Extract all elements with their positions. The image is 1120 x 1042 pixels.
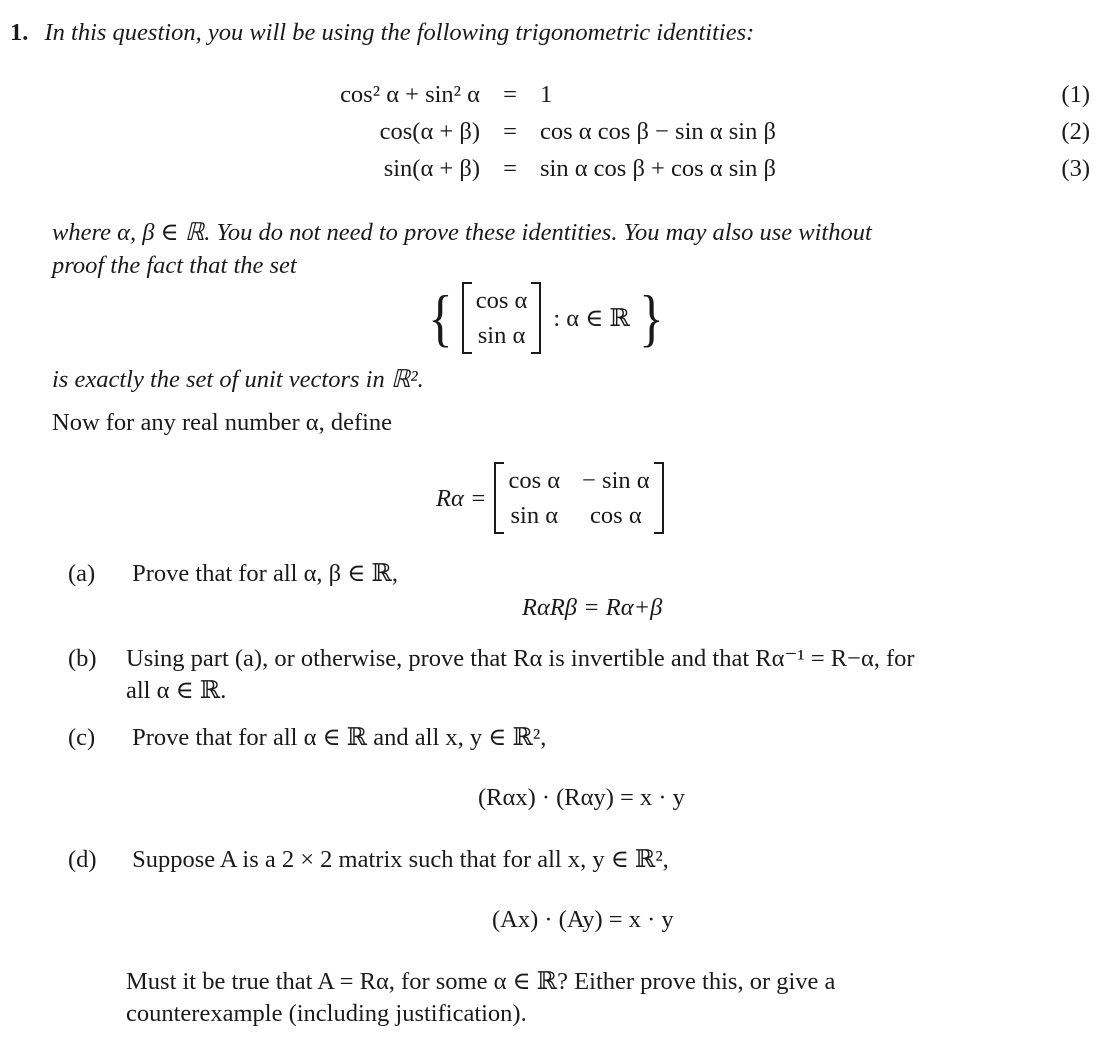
set-vector — [462, 282, 542, 354]
question-header — [10, 16, 754, 49]
part-a-label: (a) — [68, 560, 96, 587]
define-sentence: Now for any real number α, define — [52, 409, 393, 436]
unit-vectors-sentence: is exactly the set of unit vectors in ℝ². — [52, 366, 424, 393]
part-d-line-1: Must it be true that A = Rα, for some α ∈ ℝ? Either prove this, or give a — [126, 968, 836, 995]
rotation-lhs: Rα = — [436, 484, 487, 512]
rotation-m12: − sin α — [582, 467, 650, 494]
rotation-right-bracket — [654, 462, 664, 534]
identities-block — [290, 78, 1090, 185]
part-a-text: Prove that for all α, β ∈ ℝ, — [132, 560, 399, 587]
identity-3-lhs: sin(α + β) — [383, 155, 480, 183]
identity-1-rhs: 1 — [540, 81, 553, 108]
part-b-label: (b) — [68, 645, 97, 672]
part-d-display: (Ax) · (Ay) = x · y — [492, 906, 674, 933]
part-a — [68, 557, 398, 590]
part-b-line-1: Using part (a), or otherwise, prove that Rα is invertible and that Rα⁻¹ = R−α, for — [126, 645, 915, 672]
part-c — [68, 721, 546, 754]
identity-2-lhs: cos(α + β) — [379, 118, 480, 146]
rotation-m21: sin α — [510, 502, 559, 530]
identity-3-rhs: sin α cos β + cos α sin β — [540, 155, 776, 183]
part-d-text: Suppose A is a 2 × 2 matrix such that for all x, y ∈ ℝ², — [132, 846, 669, 873]
identity-1-eq: = — [503, 81, 517, 108]
question-number: 1. — [10, 19, 29, 46]
identity-3-eq: = — [503, 155, 517, 183]
rotation-m11: cos α — [508, 467, 561, 494]
rotation-m22: cos α — [590, 502, 642, 530]
identity-2-rhs: cos α cos β − sin α sin β — [540, 118, 776, 146]
question-intro: In this question, you will be using the following trigonometric identities: — [44, 19, 755, 46]
set-condition: : α ∈ ℝ — [553, 304, 630, 332]
where-paragraph — [52, 216, 1082, 282]
rotation-left-bracket — [494, 462, 504, 534]
identity-3-number: (3) — [1061, 155, 1090, 183]
part-c-label: (c) — [68, 724, 96, 751]
where-line-2: proof the fact that the set — [52, 252, 297, 280]
set-vector-left-bracket — [462, 282, 472, 354]
identity-2-number: (2) — [1061, 118, 1090, 146]
identity-2-eq: = — [503, 118, 517, 146]
rotation-matrix-definition — [436, 462, 664, 534]
part-a-display: RαRβ = Rα+β — [522, 594, 663, 621]
set-vector-top: cos α — [475, 287, 528, 314]
set-vector-bottom: sin α — [477, 322, 526, 350]
part-d — [68, 843, 669, 876]
part-c-text: Prove that for all α ∈ ℝ and all x, y ∈ ℝ², — [132, 724, 547, 751]
set-vector-right-bracket — [531, 282, 541, 354]
rotation-matrix — [494, 462, 663, 534]
where-line-1: where α, β ∈ ℝ. You do not need to prove these identities. You may also use without — [52, 219, 872, 246]
unit-circle-set — [425, 282, 667, 354]
part-d-line-2: counterexample (including justification). — [126, 1000, 527, 1027]
part-b-line-2: all α ∈ ℝ. — [126, 677, 227, 704]
identity-1-number: (1) — [1061, 81, 1090, 108]
set-open-brace: { — [428, 282, 453, 354]
identity-1-lhs: cos² α + sin² α — [340, 81, 480, 108]
part-c-display: (Rαx) · (Rαy) = x · y — [478, 784, 685, 811]
part-d-label: (d) — [68, 846, 97, 873]
set-close-brace: } — [638, 282, 664, 354]
